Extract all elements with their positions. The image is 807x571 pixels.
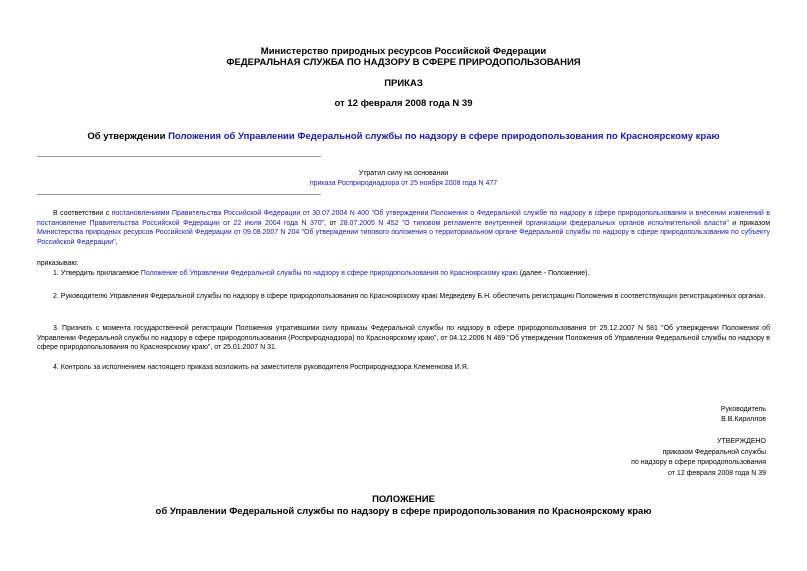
repeal-link[interactable]: приказа Росприроднадзора от 25 ноября 2008 года N 477 bbox=[309, 180, 498, 187]
title-prefix: Об утверждении bbox=[87, 131, 169, 142]
regulation-title: ПОЛОЖЕНИЕ bbox=[372, 494, 435, 505]
approval-line-2: приказом Федеральной службы bbox=[662, 448, 766, 456]
preamble-link-decree-452[interactable]: 28.07.2005 N 452 "О типовом регламенте внутренней организации федеральных органов исполнительной власти" bbox=[339, 219, 729, 227]
divider-top bbox=[37, 156, 321, 157]
doc-date: от 12 февраля 2008 года N 39 bbox=[334, 98, 473, 109]
signature-role: Руководитель bbox=[720, 406, 766, 413]
regulation-subtitle: об Управлении Федеральной службы по надзору в сфере природопользования по Красноярскому краю bbox=[155, 506, 652, 517]
preamble-text-2: , от bbox=[324, 219, 340, 227]
preamble-text-3: и приказом bbox=[728, 219, 771, 227]
preamble-text-4: , bbox=[115, 238, 118, 246]
signature-name: В.В.Кириллов bbox=[721, 416, 766, 423]
item-4: 4. Контроль за исполнением настоящего приказа возложить на заместителя руководителя Росприроднадзора Клеменкова И.Я. bbox=[53, 364, 469, 371]
order-word: приказываю: bbox=[37, 260, 79, 267]
approval-line-4: от 12 февраля 2008 года N 39 bbox=[668, 469, 766, 477]
item-1-suffix: (далее - Положение). bbox=[517, 270, 590, 277]
doc-type: ПРИКАЗ bbox=[384, 78, 423, 89]
signature-block bbox=[721, 405, 766, 425]
preamble-link-order-204[interactable]: Министерства природных ресурсов Российской Федерации от 09.08.2007 N 204 "Об утверждении типового положения о территориальном органе Федеральной службы по надзору в сфере природопользования по субъекту Российской Федерации" bbox=[37, 229, 770, 246]
preamble-link-decree-400[interactable]: постановлениями Правительства Российской Федерации от 30.07.2004 N 400 "Об утверждении Положения о Федеральной службе по надзору в сфере природопользования и внесении изменений в постановление Правительства Российской Федерации от 22 июля 2004 года N 370" bbox=[37, 210, 771, 227]
divider-bottom bbox=[37, 194, 321, 195]
item-3: 3. Признать с момента государственной регистрации Положения утратившими силу приказы Федеральной службы по надзору в сфере природопользования от 25.12.2007 N 581 "Об утверждении Положения об Управлении Федеральной службы по надзору в сфере природопользования (Росприроднадзора) по Красноярскому краю", от 04.12.2006 N 469 "Об утверждении Положения об Управлении Федеральной службы по надзору в сфере природопользования по Красноярскому краю", от 25.01.2007 N 31. bbox=[37, 325, 770, 351]
approval-stamp bbox=[631, 437, 766, 479]
item-2: 2. Руководителю Управления Федеральной службы по надзору в сфере природопользования по Красноярскому краю Медведеву Б.Н. обеспечить регистрацию Положения в соответствующих регистрационных органах. bbox=[53, 293, 766, 300]
regulation-heading bbox=[0, 494, 807, 518]
preamble-paragraph bbox=[37, 209, 770, 247]
service-name: ФЕДЕРАЛЬНАЯ СЛУЖБА ПО НАДЗОРУ В СФЕРЕ ПРИРОДОПОЛЬЗОВАНИЯ bbox=[226, 57, 581, 68]
item-1-link[interactable]: Положение об Управлении Федеральной службы по надзору в сфере природопользования по Красноярскому краю bbox=[140, 270, 518, 277]
repeal-text: Утратил силу на основании bbox=[358, 170, 449, 177]
preamble-text-1: В соответствии с bbox=[53, 210, 112, 217]
doc-title bbox=[0, 131, 807, 142]
title-link[interactable]: Положения об Управлении Федеральной службы по надзору в сфере природопользования по Красноярскому краю bbox=[168, 131, 720, 142]
approval-line-1: УТВЕРЖДЕНО bbox=[716, 438, 766, 445]
item-1 bbox=[37, 269, 770, 279]
repeal-note bbox=[0, 169, 807, 189]
ministry-header bbox=[0, 46, 807, 68]
item-1-text: 1. Утвердить прилагаемое bbox=[53, 270, 141, 277]
ministry-name: Министерство природных ресурсов Российской Федерации bbox=[260, 46, 547, 57]
approval-line-3: по надзору в сфере природопользования bbox=[631, 459, 766, 466]
